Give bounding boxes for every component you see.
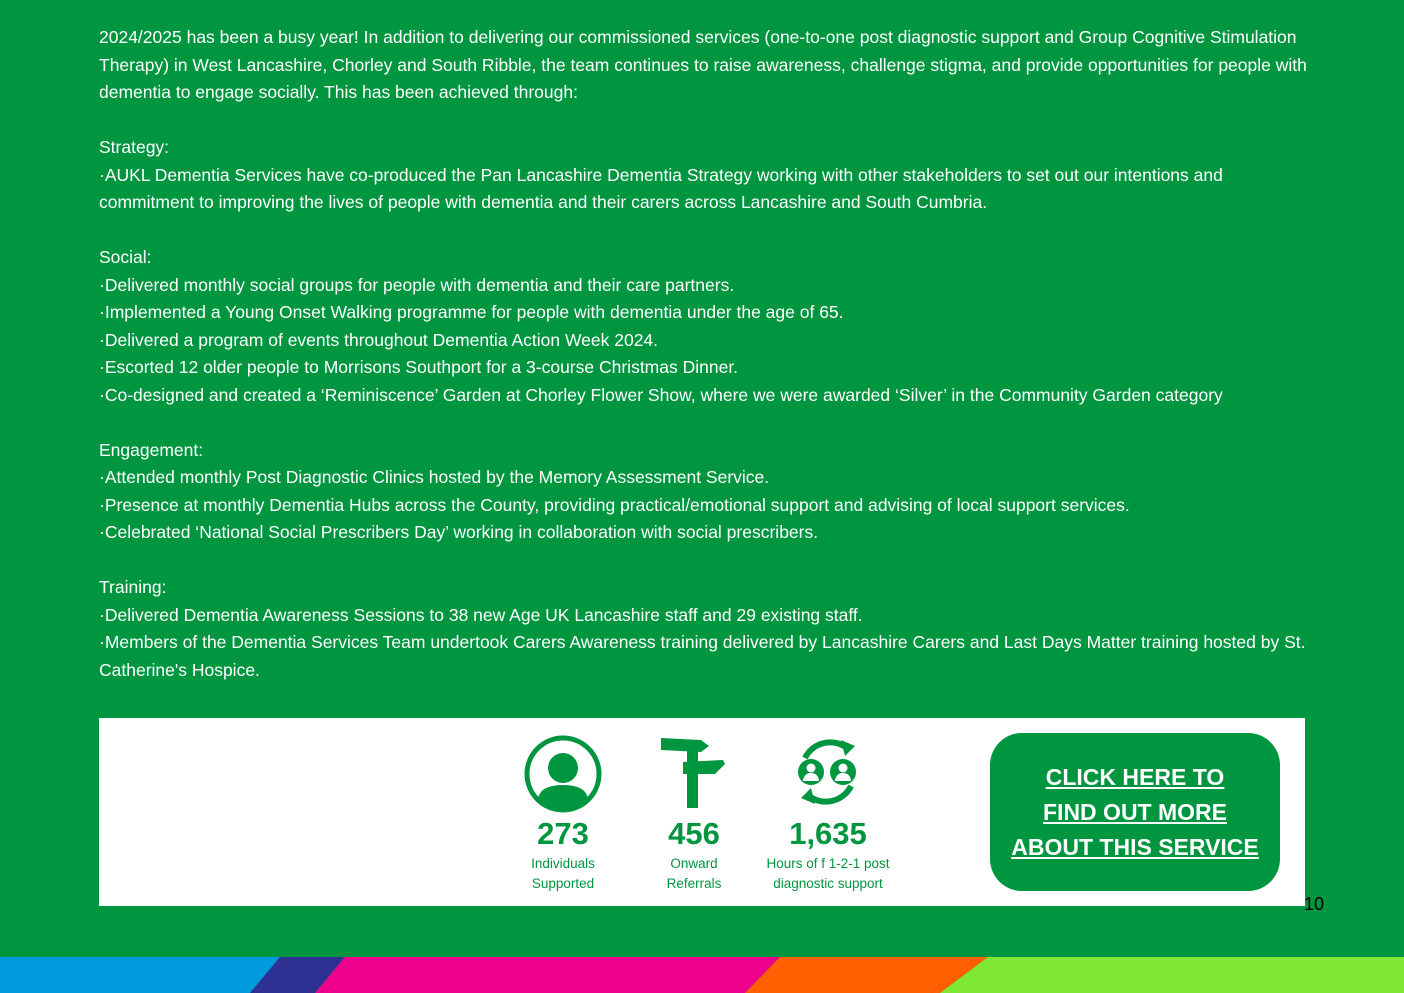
stats-panel [99,718,1305,906]
engagement-heading: Engagement: [99,439,204,460]
main-text [99,24,1319,684]
list-item: ·Delivered Dementia Awareness Sessions to 38 new Age UK Lancashire staff and 29 existing staff. [99,604,863,625]
stripe-lime [940,957,1404,993]
strategy-heading: Strategy: [99,137,170,157]
training-heading: Training: [99,577,167,597]
list-item: ·Presence at monthly Dementia Hubs across the County, providing practical/emotional support and advising of local support services. [99,494,1130,515]
social-heading: Social: [99,247,152,267]
cta-line[interactable]: FIND OUT MORE [1043,798,1227,825]
intro-paragraph: 2024/2025 has been a busy year! In addition to delivering our commissioned services (one-to-one post diagnostic support and Group Cognitive Stimulation Therapy) in West Lancashire, Chorley and South Ribble, the team continues to raise awareness, challenge stigma, and provide opportunities for people with dementia to engage socially. This has been achieved through: [99,27,1307,102]
cta-line[interactable]: ABOUT THIS SERVICE [1011,833,1259,860]
list-item: ·Attended monthly Post Diagnostic Clinics hosted by the Memory Assessment Service. [99,467,770,487]
list-item: ·Delivered monthly social groups for people with dementia and their care partners. [99,274,735,295]
stat-label-line: Supported [531,876,595,891]
list-item: ·AUKL Dementia Services have co-produced the Pan Lancashire Dementia Strategy working with other stakeholders to set out our intentions and commitment to improving the lives of people with dementia and their carers across Lancashire and South Cumbria. [99,164,1223,212]
people-cycle-icon [791,736,865,808]
signpost-icon [659,736,729,811]
stat-value: 456 [668,816,720,851]
find-out-more-button[interactable] [990,733,1280,891]
list-item: ·Escorted 12 older people to Morrisons Southport for a 3-course Christmas Dinner. [99,357,739,377]
stat-value: 1,635 [789,816,867,851]
stripe-magenta [315,957,780,993]
stat-label [753,854,903,894]
find-out-more-label[interactable] [1010,760,1260,865]
decorative-stripes [0,957,1404,993]
stat-label-line: Hours of f 1-2-1 post [766,856,890,871]
stripe-blue [0,957,280,993]
list-item: ·Celebrated ‘National Social Prescribers Day’ working in collaboration with social prescribers. [99,522,819,542]
stat-label [639,854,749,894]
stat-label-line: Referrals [666,876,722,891]
list-item: ·Co-designed and created a ‘Reminiscence’ Garden at Chorley Flower Show, where we were awarded ‘Silver’ in the Community Garden category [99,384,1223,405]
cta-line[interactable]: CLICK HERE TO [1045,763,1225,790]
list-item: ·Members of the Dementia Services Team undertook Carers Awareness training delivered by Lancashire Carers and Last Days Matter training hosted by St. Catherine's Hospice. [99,632,1306,680]
stat-label [501,854,625,894]
person-circle-icon [523,734,603,814]
page-number: 10 [1304,894,1325,914]
stat-label-line: Individuals [531,856,595,871]
list-item: ·Implemented a Young Onset Walking programme for people with dementia under the age of 65. [99,302,844,322]
stat-value: 273 [537,816,589,851]
list-item: ·Delivered a program of events throughout Dementia Action Week 2024. [99,329,659,350]
stat-label-line: Onward [670,856,718,871]
stat-label-line: diagnostic support [773,876,883,891]
